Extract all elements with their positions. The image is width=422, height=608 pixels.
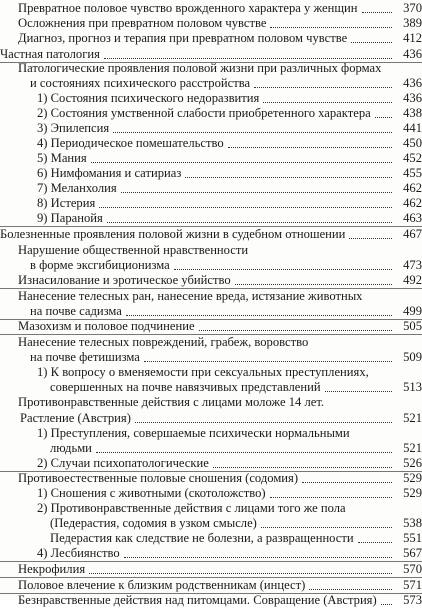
toc-dot-leader [325, 391, 392, 392]
toc-entry[interactable] [0, 486, 422, 501]
toc-page-number: 441 [403, 121, 422, 135]
toc-dot-leader [113, 132, 392, 133]
toc-dot-leader [199, 330, 392, 331]
toc-entry[interactable] [0, 501, 422, 516]
toc-entry-title: Болезненные проявления половой жизни в судебном отношении [0, 227, 346, 241]
toc-entry[interactable] [0, 151, 422, 166]
toc-page-number: 529 [403, 471, 422, 485]
toc-dot-leader [124, 557, 392, 558]
toc-entry-title: 1) К вопросу о вменяемости при сексуальных преступлениях, [37, 365, 369, 379]
toc-entry[interactable] [0, 181, 422, 196]
toc-entry-title: на почве фетишизма [30, 350, 140, 364]
toc-entry-title: (Педерастия, содомия в узком смысле) [50, 516, 257, 530]
toc-entry[interactable] [0, 471, 422, 486]
toc-entry-title: Изнасилование и эротическое убийство [18, 273, 231, 287]
toc-dot-leader [89, 573, 392, 574]
toc-dot-leader [126, 315, 392, 316]
toc-dot-leader [309, 589, 392, 590]
toc-entry-title: Противоестественные половые сношения (содомия) [18, 471, 299, 485]
toc-entry[interactable] [0, 31, 422, 46]
toc-entry-title: Противонравственные действия с лицами моложе 14 лет. [18, 395, 325, 409]
toc-dot-leader [263, 102, 392, 103]
toc-dot-leader [99, 207, 392, 208]
toc-dot-leader [302, 482, 392, 483]
toc-entry[interactable] [0, 106, 422, 121]
toc-page-number: 436 [403, 47, 422, 61]
toc-page-number: 473 [403, 258, 422, 272]
toc-page-number: 505 [403, 319, 422, 333]
toc-page-number: 436 [403, 91, 422, 105]
toc-dot-leader [213, 467, 392, 468]
toc-entry[interactable] [0, 546, 422, 562]
toc-entry[interactable] [0, 1, 422, 16]
toc-entry-title: 1) Состояния психического недоразвития [37, 91, 260, 105]
toc-entry-title: совершенных на почве навязчивых представлений [50, 380, 321, 394]
toc-page-number: 499 [403, 304, 422, 318]
toc-dot-leader [104, 58, 392, 59]
toc-entry-title: 1) Сношения с животными (скотоложство) [37, 486, 266, 500]
toc-entry[interactable] [0, 441, 422, 456]
toc-page-number: 492 [403, 273, 422, 287]
toc-page-number: 450 [403, 136, 422, 150]
toc-entry-title: 8) Истерия [37, 196, 96, 210]
toc-page-number: 436 [403, 76, 422, 90]
toc-entry[interactable] [0, 121, 422, 136]
toc-entry[interactable] [0, 578, 422, 594]
toc-page-number: 551 [403, 531, 422, 545]
toc-page-number: 526 [403, 456, 422, 470]
toc-entry-title: 2) Противонравственные действия с лицами того же пола [37, 501, 346, 515]
toc-entry-title: 2) Случаи психопатологические [37, 456, 209, 470]
toc-page-number: 521 [403, 441, 422, 455]
toc-entry-title: 3) Эпилепсия [37, 121, 110, 135]
toc-dot-leader [185, 177, 392, 178]
toc-entry-title: 9) Паранойя [37, 211, 103, 225]
toc-entry-title: Растление (Австрия) [20, 411, 131, 425]
toc-entry[interactable] [0, 319, 422, 335]
toc-page-number: 462 [403, 181, 422, 195]
toc-entry[interactable] [0, 16, 422, 31]
toc-entry[interactable] [0, 395, 422, 410]
toc-entry[interactable] [0, 335, 422, 350]
toc-entry[interactable] [0, 227, 422, 242]
toc-entry-title: Нарушение общественной нравственности [18, 243, 249, 257]
toc-entry-title: 7) Меланхолия [37, 181, 117, 195]
toc-entry[interactable] [0, 516, 422, 531]
toc-entry[interactable] [0, 304, 422, 320]
toc-dot-leader [349, 238, 392, 239]
toc-entry[interactable] [0, 91, 422, 106]
toc-dot-leader [121, 192, 392, 193]
toc-entry[interactable] [0, 196, 422, 211]
toc-dot-leader [358, 542, 392, 543]
toc-entry[interactable] [0, 273, 422, 289]
toc-page-number: 573 [403, 593, 422, 607]
toc-entry-title: на почве садизма [30, 304, 122, 318]
toc-dot-leader [351, 42, 392, 43]
toc-entry[interactable] [0, 593, 422, 608]
toc-entry[interactable] [0, 350, 422, 365]
toc-entry-title: Диагноз, прогноз и терапия при превратном половом чувстве [18, 31, 348, 45]
toc-entry-title: Нанесение телесных повреждений, грабеж, воровство [18, 335, 309, 349]
toc-entry[interactable] [0, 365, 422, 380]
toc-page-number: 370 [403, 1, 422, 15]
toc-entry[interactable] [0, 562, 422, 578]
toc-entry[interactable] [0, 258, 422, 273]
toc-page-number: 462 [403, 196, 422, 210]
toc-entry-title: и состояниях психического расстройства [30, 76, 251, 90]
toc-entry[interactable] [0, 136, 422, 151]
toc-page-number: 463 [403, 211, 422, 225]
toc-entry-title: 5) Мания [37, 151, 87, 165]
toc-entry-title: в форме эксгибиционизма [30, 258, 170, 272]
toc-entry-title: Мазохизм и половое подчинение [18, 319, 195, 333]
toc-entry-title: 1) Преступления, совершаемые психически нормальными [37, 426, 350, 440]
toc-dot-leader [375, 117, 392, 118]
toc-entry-title: Частная патология [0, 47, 100, 61]
toc-dot-leader [362, 12, 393, 13]
toc-entry-title: людьми [50, 441, 92, 455]
toc-entry-title: 4) Периодическое помешательство [37, 136, 224, 150]
toc-page-number: 467 [403, 227, 422, 241]
toc-dot-leader [381, 604, 392, 605]
toc-dot-leader [96, 452, 392, 453]
toc-page-number: 567 [403, 546, 422, 560]
toc-dot-leader [254, 87, 392, 88]
toc-entry[interactable] [0, 456, 422, 472]
toc-dot-leader [270, 497, 392, 498]
toc-page-number: 452 [403, 151, 422, 165]
toc-entry-title: Нанесение телесных ран, нанесение вреда, истязание животных [18, 289, 363, 303]
toc-entry-title: Половое влечение к близким родственникам (инцест) [18, 578, 306, 592]
toc-entry[interactable] [0, 166, 422, 181]
toc-page-number: 571 [403, 578, 422, 592]
toc-dot-leader [261, 527, 392, 528]
toc-dot-leader [91, 162, 392, 163]
toc-entry[interactable] [0, 61, 422, 76]
toc-entry-title: Превратное половое чувство врожденного характера у женщин [18, 1, 358, 15]
toc-page-number: 509 [403, 350, 422, 364]
toc-entry[interactable] [0, 289, 422, 304]
toc-entry-title: 2) Состояния умственной слабости приобретенного характера [37, 106, 371, 120]
toc-entry-title: 6) Нимфомания и сатириаз [37, 166, 182, 180]
toc-dot-leader [228, 147, 392, 148]
toc-entry-title: Некрофилия [18, 562, 86, 576]
toc-entry[interactable] [0, 211, 422, 227]
toc-entry-title: Патологические проявления половой жизни при различных формах [18, 61, 382, 75]
toc-entry[interactable] [0, 411, 422, 426]
toc-entry[interactable] [0, 76, 422, 91]
toc-page-number: 438 [403, 106, 422, 120]
toc-page-number: 529 [403, 486, 422, 500]
toc-entry-title: Осложнения при превратном половом чувстве [18, 16, 267, 30]
toc-page-number: 538 [403, 516, 422, 530]
toc-entry-title: 4) Лесбиянство [37, 546, 120, 560]
toc-page-number: 455 [403, 166, 422, 180]
toc-entry[interactable] [0, 243, 422, 258]
toc-dot-leader [174, 269, 392, 270]
toc-dot-leader [144, 361, 392, 362]
toc-page-number: 570 [403, 562, 422, 576]
toc-page-number: 389 [403, 16, 422, 30]
toc-entry[interactable] [0, 531, 422, 546]
toc-dot-leader [235, 284, 392, 285]
toc-entry-title: Педерастия как следствие не болезни, а развращенности [50, 531, 354, 545]
toc-entry[interactable] [0, 380, 422, 395]
toc-dot-leader [135, 422, 392, 423]
toc-entry[interactable] [0, 426, 422, 441]
toc-dot-leader [107, 222, 392, 223]
toc-page-number: 412 [403, 31, 422, 45]
toc-entry-title: Безнравственные действия над питомцами. Совращение (Австрия) [18, 593, 377, 607]
toc-page-number: 521 [403, 411, 422, 425]
toc-dot-leader [270, 27, 392, 28]
toc-page-number: 513 [403, 380, 422, 394]
